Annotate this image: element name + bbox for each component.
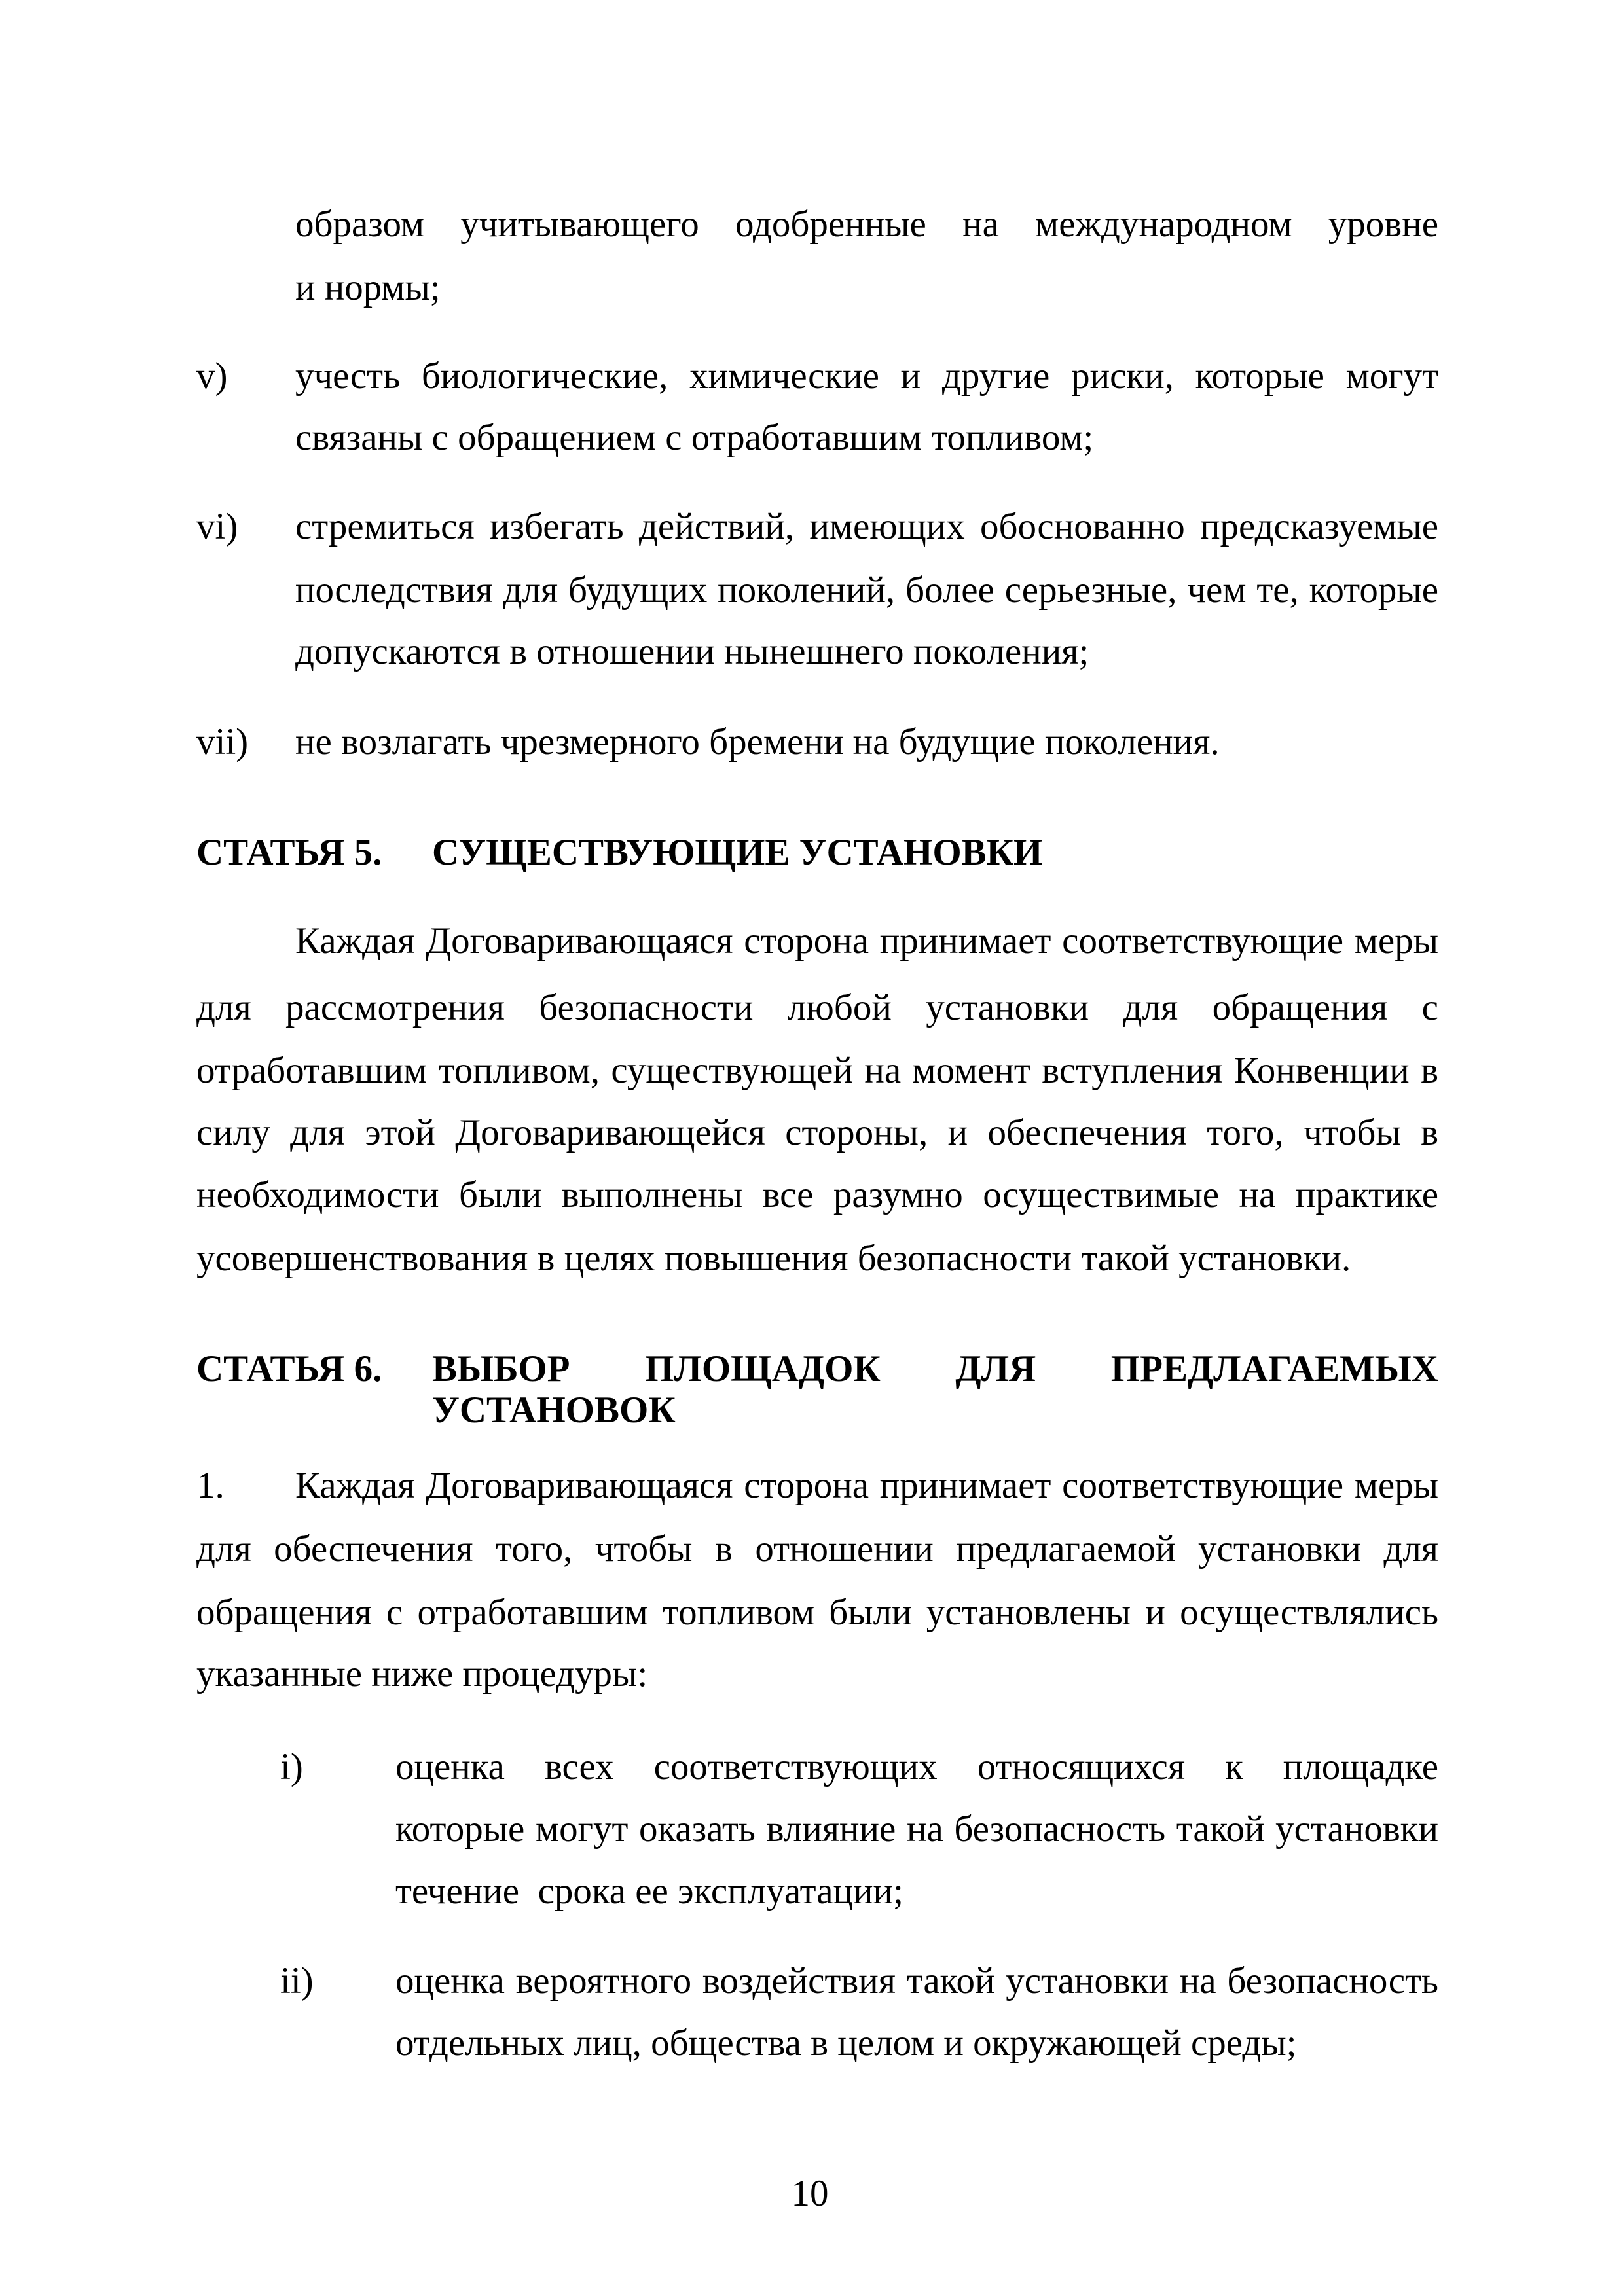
paragraph-line: Каждая Договаривающаяся сторона принимает соответствующие меры [295, 1465, 1438, 1506]
article-title: УСТАНОВОК [432, 1390, 676, 1431]
paragraph-marker: 1. [196, 1465, 225, 1506]
list-item-text: учесть биологические, химические и другие риски, которые могут [295, 355, 1438, 397]
list-item-text: допускаются в отношении нынешнего поколения; [295, 631, 1089, 672]
list-item-text: отдельных лиц, общества в целом и окружающей среды; [395, 2022, 1297, 2064]
article-number: СТАТЬЯ 5. [196, 832, 382, 873]
list-marker: ii) [280, 1960, 314, 2001]
list-item-text: течение срока ее эксплуатации; [395, 1871, 903, 1912]
paragraph-line: указанные ниже процедуры: [196, 1653, 648, 1695]
list-marker: vi) [196, 506, 238, 547]
list-item-text: оценка вероятного воздействия такой установки на безопасность [395, 1960, 1438, 2001]
list-item-text: оценка всех соответствующих относящихся к площадке [395, 1746, 1438, 1787]
list-marker: vii) [196, 721, 249, 762]
paragraph-line: для обеспечения того, чтобы в отношении предлагаемой установки для [196, 1528, 1438, 1570]
list-item-text: которые могут оказать влияние на безопасность такой установки [395, 1808, 1438, 1850]
paragraph-line: силу для этой Договаривающейся стороны, и обеспечения того, чтобы в [196, 1112, 1438, 1153]
page-number: 10 [791, 2173, 829, 2214]
paragraph-line: Каждая Договаривающаяся сторона принимает соответствующие меры [295, 920, 1438, 961]
text-line: и нормы; [295, 267, 441, 308]
list-item-text: стремиться избегать действий, имеющих обоснованно предсказуемые [295, 506, 1438, 547]
paragraph-line: отработавшим топливом, существующей на момент вступления Конвенции в [196, 1050, 1438, 1091]
article-title: СУЩЕСТВУЮЩИЕ УСТАНОВКИ [432, 832, 1043, 873]
list-marker: v) [196, 355, 228, 397]
text-line: образом учитывающего одобренные на международном уровне [295, 204, 1438, 245]
article-number: СТАТЬЯ 6. [196, 1348, 382, 1390]
paragraph-line: обращения с отработавшим топливом были установлены и осуществлялись [196, 1592, 1438, 1633]
list-item-text: связаны с обращением с отработавшим топливом; [295, 417, 1094, 458]
paragraph-line: для рассмотрения безопасности любой установки для обращения с [196, 987, 1438, 1028]
paragraph-line: усовершенствования в целях повышения безопасности такой установки. [196, 1238, 1351, 1279]
list-item-text: последствия для будущих поколений, более серьезные, чем те, которые [295, 569, 1438, 611]
list-marker: i) [280, 1746, 303, 1787]
article-title: ВЫБОР ПЛОЩАДОК ДЛЯ ПРЕДЛАГАЕМЫХ [432, 1348, 1438, 1390]
paragraph-line: необходимости были выполнены все разумно осуществимые на практике [196, 1174, 1438, 1215]
list-item-text: не возлагать чрезмерного бремени на будущие поколения. [295, 721, 1220, 762]
